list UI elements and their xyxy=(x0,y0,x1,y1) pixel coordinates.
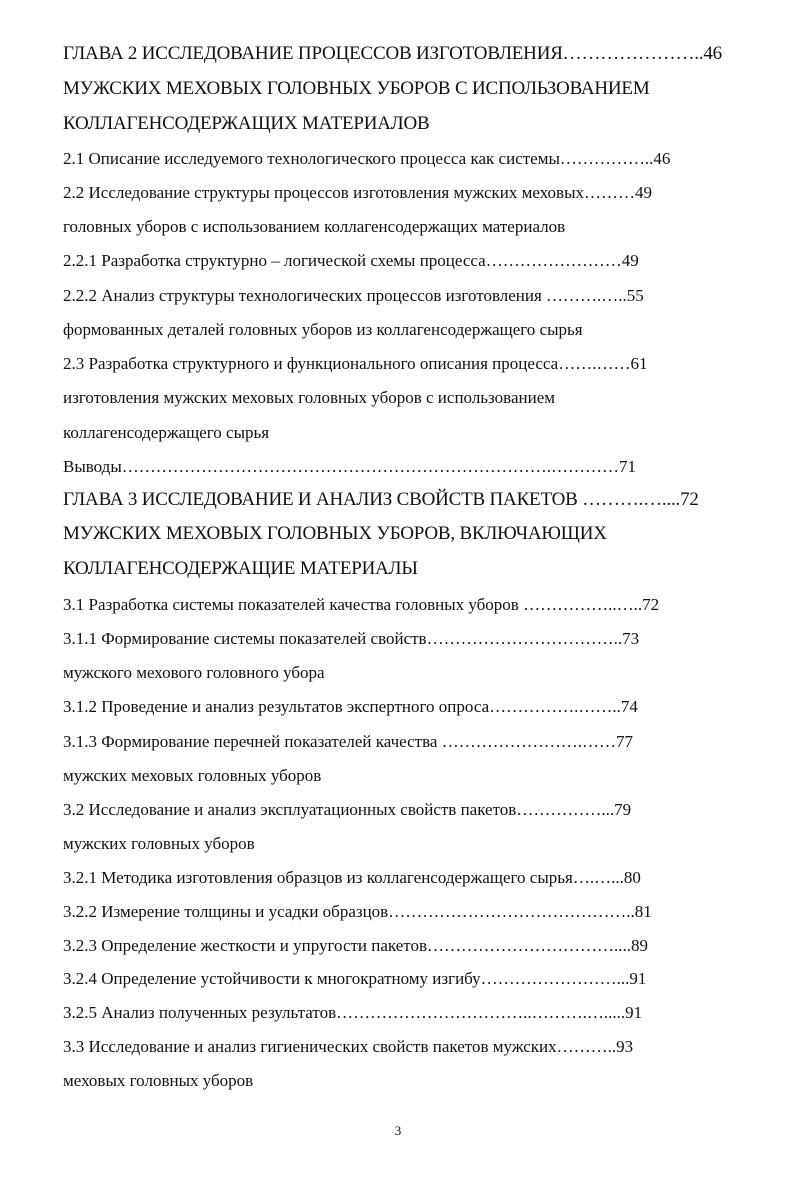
toc-entry-conclusions: Выводы………………………………………………………………….…………71 xyxy=(63,457,637,476)
toc-chapter-2-heading: ГЛАВА 2 ИССЛЕДОВАНИЕ ПРОЦЕССОВ ИЗГОТОВЛЕНИЯ…………………..46 xyxy=(63,43,722,64)
toc-entry-3-2-1: 3.2.1 Методика изготовления образцов из коллагенсодержащего сырья….…...80 xyxy=(63,868,641,887)
toc-chapter-3-heading: ГЛАВА 3 ИССЛЕДОВАНИЕ И АНАЛИЗ СВОЙСТВ ПАКЕТОВ ……….…....72 xyxy=(63,489,699,510)
toc-entry-2-1: 2.1 Описание исследуемого технологического процесса как системы……………..46 xyxy=(63,149,671,168)
toc-entry-2-2-cont: головных уборов с использованием коллагенсодержащих материалов xyxy=(63,217,566,236)
toc-entry-2-2-2-cont: формованных деталей головных уборов из коллагенсодержащего сырья xyxy=(63,320,583,339)
toc-entry-3-3: 3.3 Исследование и анализ гигиенических свойств пакетов мужских………..93 xyxy=(63,1037,634,1056)
toc-chapter-3-heading-cont: МУЖСКИХ МЕХОВЫХ ГОЛОВНЫХ УБОРОВ, ВКЛЮЧАЮЩИХ xyxy=(63,523,607,544)
toc-chapter-2-heading-cont: МУЖСКИХ МЕХОВЫХ ГОЛОВНЫХ УБОРОВ С ИСПОЛЬЗОВАНИЕМ xyxy=(63,78,650,99)
toc-entry-3-2-5: 3.2.5 Анализ полученных результатов……………………………..……….….....91 xyxy=(63,1003,643,1022)
toc-entry-2-2-1: 2.2.1 Разработка структурно – логической схемы процесса……………………49 xyxy=(63,251,639,270)
toc-entry-3-2-3: 3.2.3 Определение жесткости и упругости пакетов……………………………....89 xyxy=(63,936,649,955)
toc-entry-2-2-2: 2.2.2 Анализ структуры технологических процессов изготовления ……….…..55 xyxy=(63,286,644,305)
toc-entry-2-3-cont: изготовления мужских меховых головных уборов с использованием xyxy=(63,388,556,407)
toc-entry-3-2: 3.2 Исследование и анализ эксплуатационных свойств пакетов……………...79 xyxy=(63,800,632,819)
toc-entry-3-1-2: 3.1.2 Проведение и анализ результатов экспертного опроса…………….……..74 xyxy=(63,697,638,716)
toc-entry-3-1-3: 3.1.3 Формирование перечней показателей качества …………………….……77 xyxy=(63,732,633,751)
toc-entry-3-2-2: 3.2.2 Измерение толщины и усадки образцов……………………………………..81 xyxy=(63,902,652,921)
toc-entry-3-2-cont: мужских головных уборов xyxy=(63,834,255,853)
toc-entry-3-3-cont: меховых головных уборов xyxy=(63,1071,254,1090)
toc-chapter-3-heading-cont: КОЛЛАГЕНСОДЕРЖАЩИЕ МАТЕРИАЛЫ xyxy=(63,558,418,579)
toc-entry-3-1-1-cont: мужского мехового головного убора xyxy=(63,663,325,682)
toc-entry-3-2-4: 3.2.4 Определение устойчивости к многократному изгибу……………………...91 xyxy=(63,969,647,988)
page-number: 3 xyxy=(394,1123,402,1138)
toc-entry-3-1-1: 3.1.1 Формирование системы показателей свойств……………………………..73 xyxy=(63,629,640,648)
toc-chapter-2-heading-cont: КОЛЛАГЕНСОДЕРЖАЩИХ МАТЕРИАЛОВ xyxy=(63,113,430,134)
toc-entry-2-3: 2.3 Разработка структурного и функционального описания процесса…….……61 xyxy=(63,354,648,373)
toc-entry-2-3-cont: коллагенсодержащего сырья xyxy=(63,423,270,442)
toc-entry-3-1-3-cont: мужских меховых головных уборов xyxy=(63,766,322,785)
toc-entry-3-1: 3.1 Разработка системы показателей качества головных уборов ……………..…..72 xyxy=(63,595,660,614)
toc-entry-2-2: 2.2 Исследование структуры процессов изготовления мужских меховых………49 xyxy=(63,183,653,202)
